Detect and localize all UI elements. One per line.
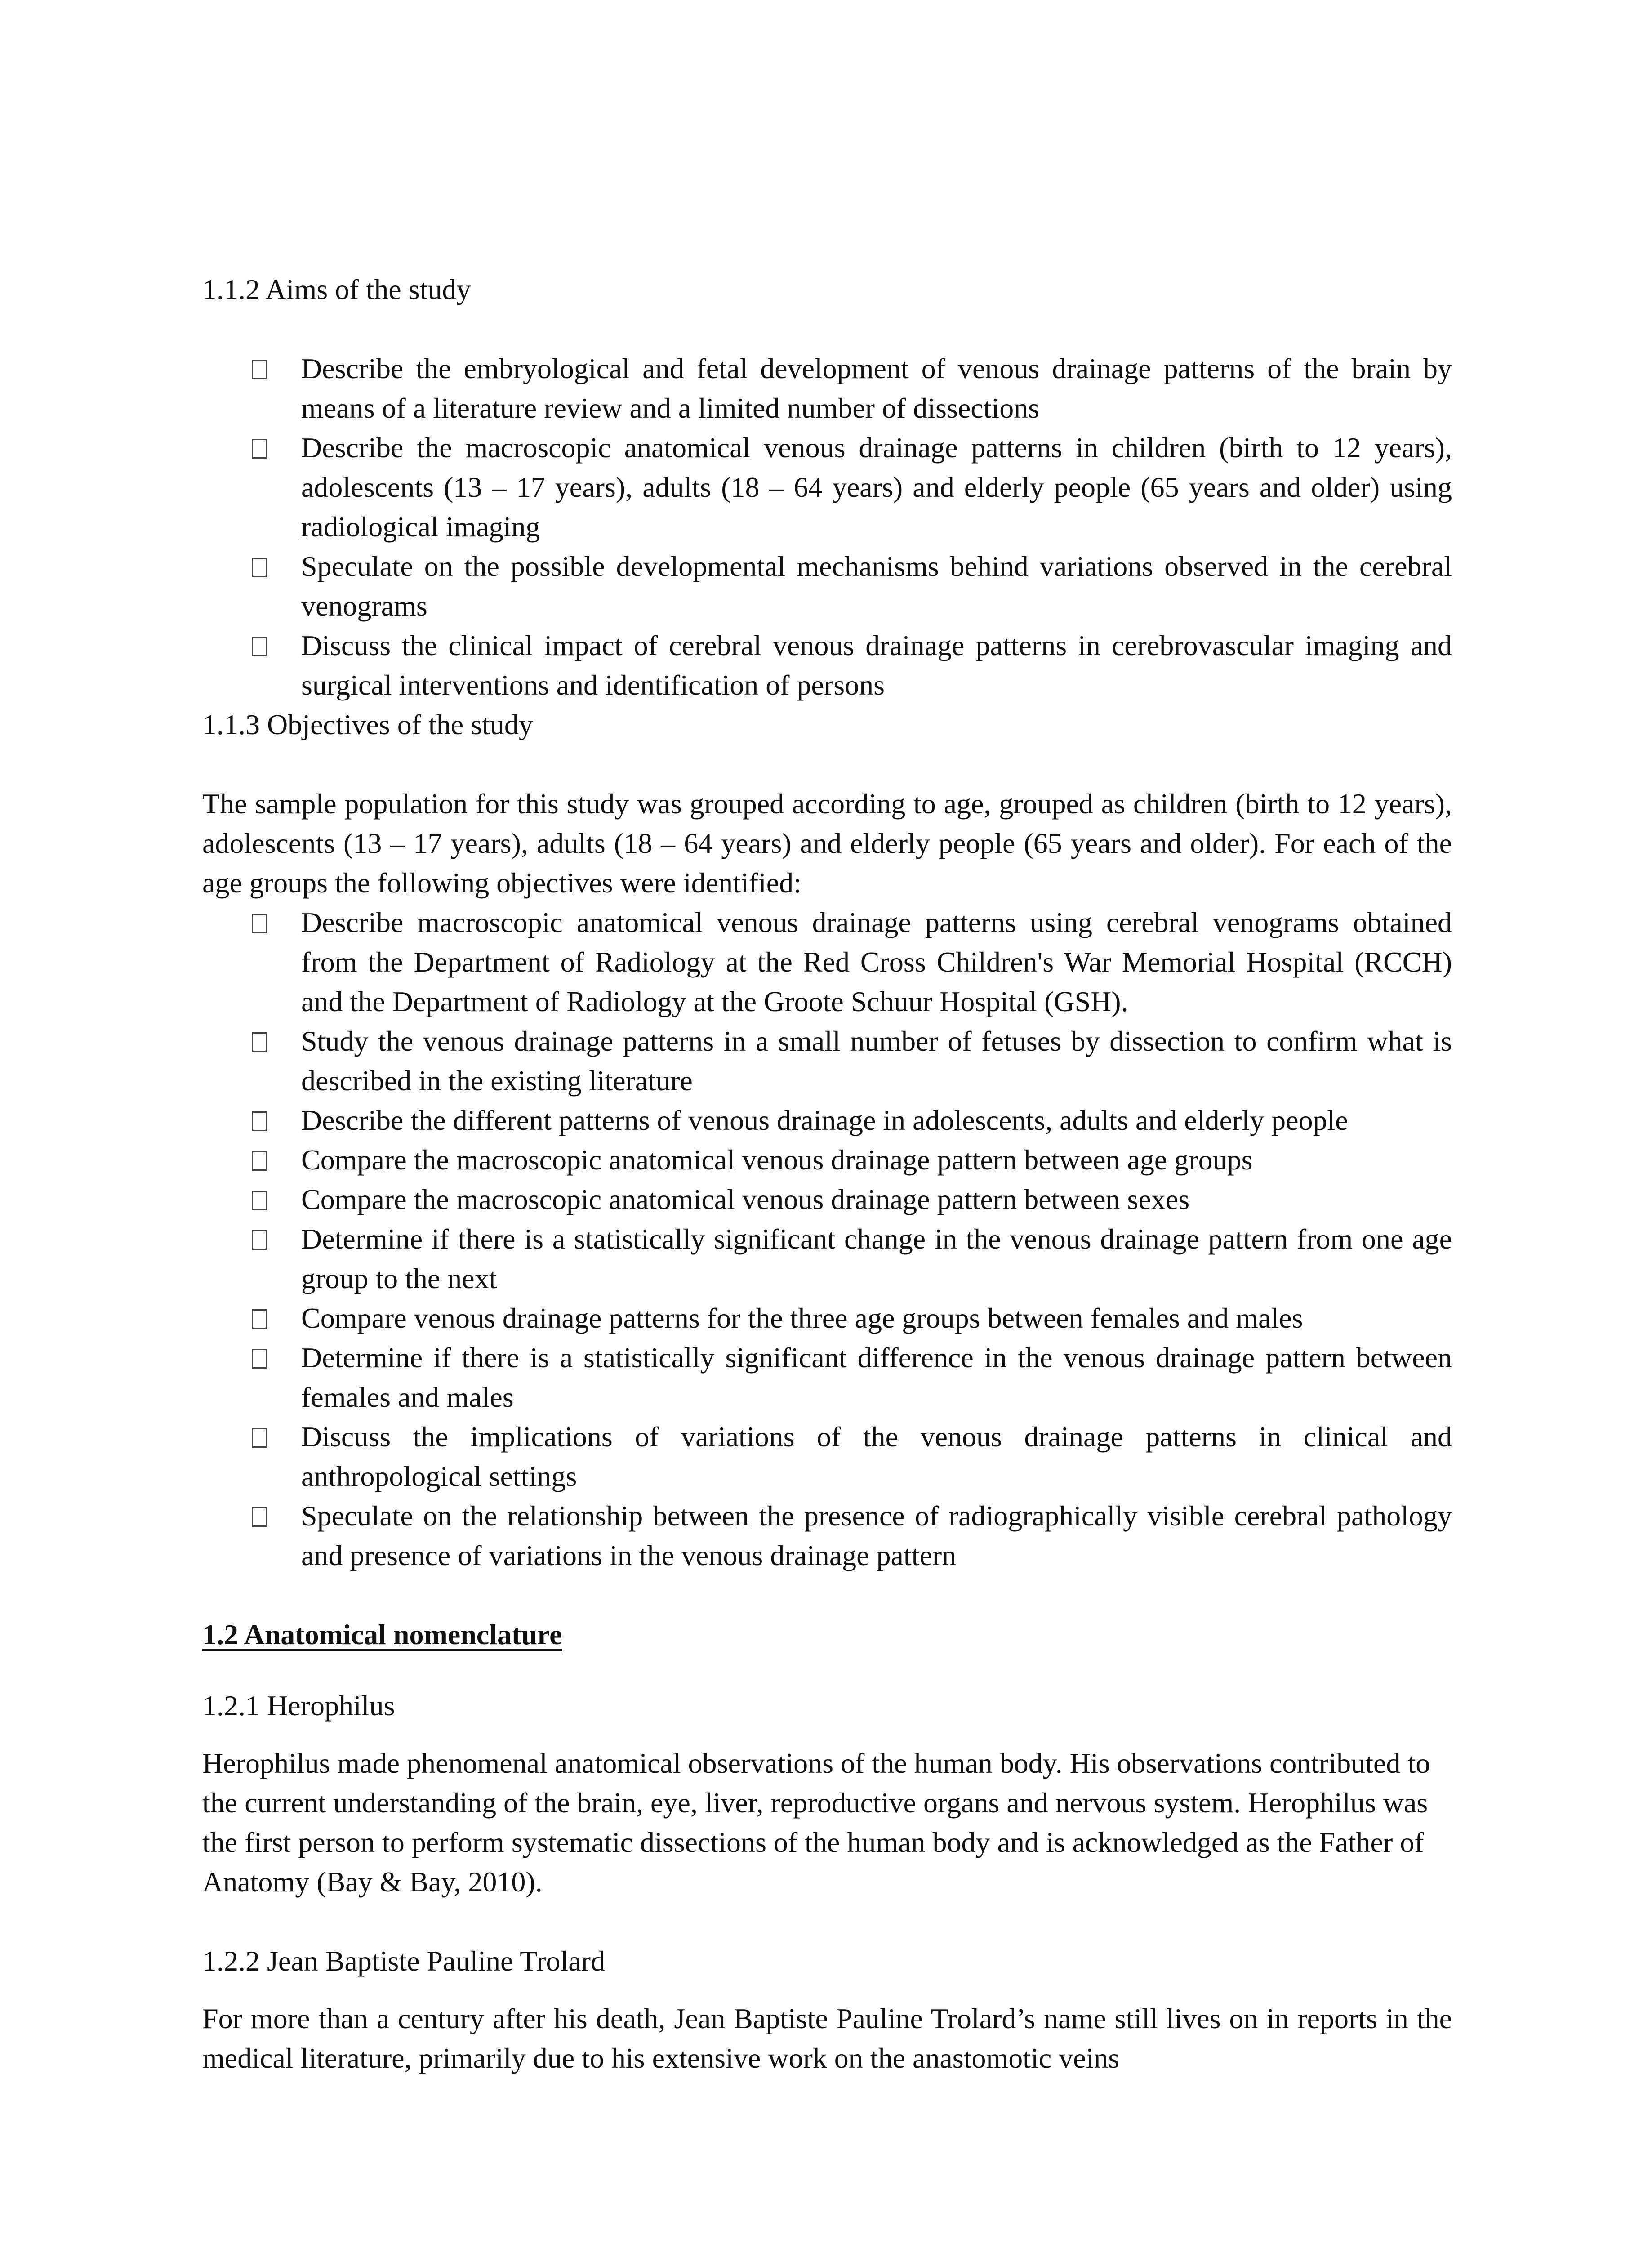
list-item: Study the venous drainage patterns in a small number of fetuses by dissection to confirm what is described in the existing literature — [202, 1021, 1452, 1101]
bullet-box-icon — [252, 1428, 267, 1448]
list-item: Describe the macroscopic anatomical venous drainage patterns in children (birth to 12 years), adolescents (13 – 17 years), adults (18 – 64 years) and elderly people (65 years and older) using radiological imaging — [202, 428, 1452, 547]
bullet-box-icon — [252, 1111, 267, 1131]
bullet-box-icon — [252, 1191, 267, 1210]
document-page — [202, 270, 1452, 2078]
bullet-box-icon — [252, 1032, 267, 1052]
list-item: Describe the different patterns of venous drainage in adolescents, adults and elderly people — [202, 1101, 1452, 1140]
list-item: Speculate on the possible developmental mechanisms behind variations observed in the cerebral venograms — [202, 547, 1452, 626]
bullet-box-icon — [252, 1507, 267, 1527]
bullet-box-icon — [252, 914, 267, 933]
aims-heading: 1.1.2 Aims of the study — [202, 273, 471, 305]
list-item: Determine if there is a statistically significant change in the venous drainage pattern from one age group to the next — [202, 1219, 1452, 1298]
list-item: Compare the macroscopic anatomical venous drainage pattern between age groups — [202, 1140, 1452, 1180]
list-item: Compare venous drainage patterns for the three age groups between females and males — [202, 1298, 1452, 1338]
bullet-box-icon — [252, 1309, 267, 1329]
list-item: Compare the macroscopic anatomical venous drainage pattern between sexes — [202, 1180, 1452, 1219]
list-item: Discuss the implications of variations of the venous drainage patterns in clinical and anthropological settings — [202, 1417, 1452, 1496]
bullet-box-icon — [252, 558, 267, 577]
list-item: Describe macroscopic anatomical venous drainage patterns using cerebral venograms obtained from the Department of Radiology at the Red Cross Children's War Memorial Hospital (RCCH) and the Department of Radiology at the Groote Schuur Hospital (GSH). — [202, 903, 1452, 1021]
objectives-intro: The sample population for this study was grouped according to age, grouped as children (birth to 12 years), adolescents (13 – 17 years), adults (18 – 64 years) and elderly people (65 years and older). For each of the age groups the following objectives were identified: — [202, 788, 1452, 899]
trolard-heading: 1.2.2 Jean Baptiste Pauline Trolard — [202, 1945, 605, 1977]
herophilus-heading: 1.2.1 Herophilus — [202, 1690, 395, 1722]
objectives-list — [202, 903, 1452, 1575]
list-item: Determine if there is a statistically significant difference in the venous drainage pattern between females and males — [202, 1338, 1452, 1417]
trolard-paragraph: For more than a century after his death, Jean Baptiste Pauline Trolard’s name still lives on in reports in the medical literature, primarily due to his extensive work on the anastomotic veins — [202, 2003, 1452, 2074]
section-heading-nomenclature: 1.2 Anatomical nomenclature — [202, 1619, 562, 1650]
bullet-box-icon — [252, 1230, 267, 1250]
bullet-box-icon — [252, 1349, 267, 1369]
bullet-box-icon — [252, 439, 267, 459]
list-item: Discuss the clinical impact of cerebral venous drainage patterns in cerebrovascular imaging and surgical interventions and identification of persons — [202, 626, 1452, 705]
bullet-box-icon — [252, 360, 267, 379]
list-item: Describe the embryological and fetal development of venous drainage patterns of the brain by means of a literature review and a limited number of dissections — [202, 349, 1452, 428]
objectives-heading: 1.1.3 Objectives of the study — [202, 709, 533, 740]
bullet-box-icon — [252, 1151, 267, 1171]
herophilus-paragraph: Herophilus made phenomenal anatomical observations of the human body. His observations contributed to the current understanding of the brain, eye, liver, reproductive organs and nervous system. Herophilus was the first person to perform systematic dissections of the human body and is acknowledged as the Father of Anatomy (Bay & Bay, 2010). — [202, 1747, 1430, 1898]
bullet-box-icon — [252, 637, 267, 656]
list-item: Speculate on the relationship between the presence of radiographically visible cerebral pathology and presence of variations in the venous drainage pattern — [202, 1496, 1452, 1575]
aims-list — [202, 349, 1452, 705]
